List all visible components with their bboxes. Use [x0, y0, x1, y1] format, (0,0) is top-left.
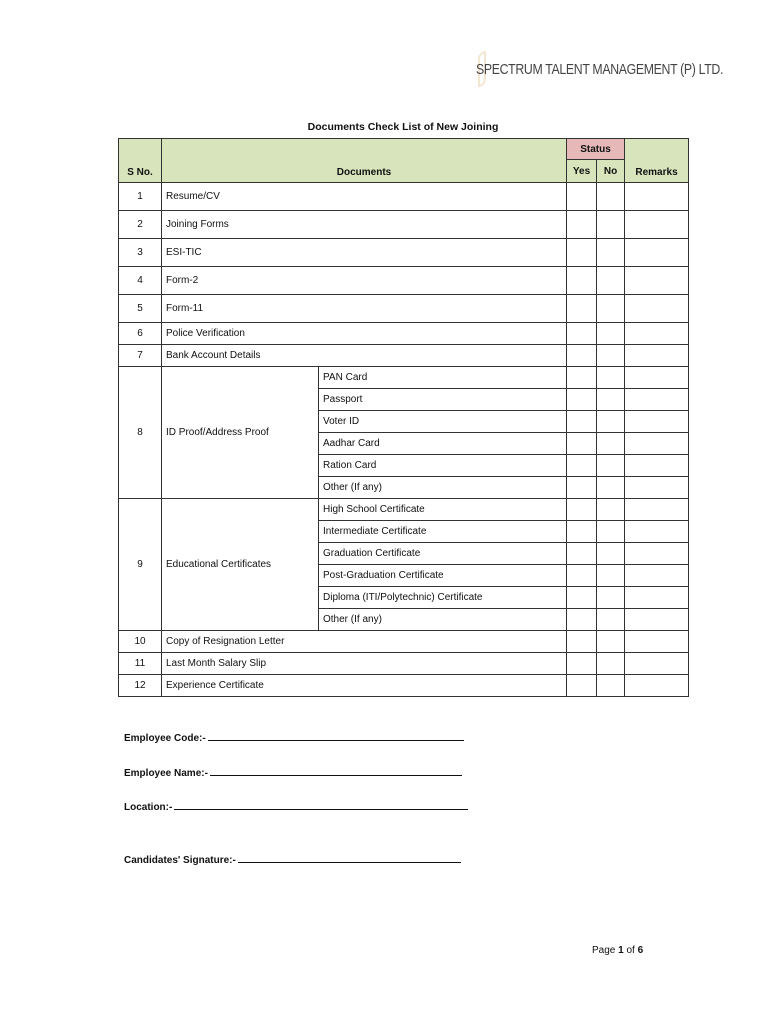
row-document: Form-11 — [162, 295, 567, 323]
subrow-yes-cell[interactable] — [567, 609, 597, 631]
row-no-cell[interactable] — [597, 631, 625, 653]
row-sub-document: High School Certificate — [319, 499, 567, 521]
signature-blank[interactable] — [238, 854, 461, 863]
subrow-no-cell[interactable] — [597, 499, 625, 521]
row-remarks-cell[interactable] — [625, 295, 689, 323]
table-row — [119, 367, 689, 389]
row-sno: 5 — [119, 295, 162, 323]
header-documents: Documents — [162, 139, 567, 183]
row-sub-document: Diploma (ITI/Polytechnic) Certificate — [319, 587, 567, 609]
row-no-cell[interactable] — [597, 267, 625, 295]
subrow-no-cell[interactable] — [597, 565, 625, 587]
row-yes-cell[interactable] — [567, 653, 597, 675]
table-row — [119, 323, 689, 345]
row-remarks-cell[interactable] — [625, 239, 689, 267]
logo-text: SPECTRUM TALENT MANAGEMENT (P) LTD. — [476, 60, 724, 78]
row-document: Experience Certificate — [162, 675, 567, 697]
subrow-remarks-cell[interactable] — [625, 565, 689, 587]
row-yes-cell[interactable] — [567, 211, 597, 239]
row-document: Police Verification — [162, 323, 567, 345]
row-sub-document: Post-Graduation Certificate — [319, 565, 567, 587]
row-yes-cell[interactable] — [567, 239, 597, 267]
subrow-yes-cell[interactable] — [567, 433, 597, 455]
row-yes-cell[interactable] — [567, 675, 597, 697]
table-row — [119, 183, 689, 211]
subrow-remarks-cell[interactable] — [625, 411, 689, 433]
page-total: 6 — [637, 945, 644, 956]
row-yes-cell[interactable] — [567, 295, 597, 323]
row-sno: 8 — [119, 367, 162, 499]
subrow-no-cell[interactable] — [597, 433, 625, 455]
row-no-cell[interactable] — [597, 295, 625, 323]
employee-code-label: Employee Code:- — [124, 733, 206, 744]
row-sub-document: Aadhar Card — [319, 433, 567, 455]
table-row — [119, 211, 689, 239]
header-yes: Yes — [567, 160, 597, 183]
table-row — [119, 295, 689, 323]
subrow-remarks-cell[interactable] — [625, 389, 689, 411]
subrow-no-cell[interactable] — [597, 521, 625, 543]
document-title: Documents Check List of New Joining — [307, 121, 499, 133]
row-no-cell[interactable] — [597, 675, 625, 697]
page-of: of — [626, 945, 635, 956]
subrow-remarks-cell[interactable] — [625, 587, 689, 609]
row-remarks-cell[interactable] — [625, 323, 689, 345]
signature-field — [124, 854, 461, 866]
subrow-yes-cell[interactable] — [567, 499, 597, 521]
row-remarks-cell[interactable] — [625, 211, 689, 239]
subrow-remarks-cell[interactable] — [625, 367, 689, 389]
subrow-remarks-cell[interactable] — [625, 543, 689, 565]
row-no-cell[interactable] — [597, 653, 625, 675]
row-sno: 4 — [119, 267, 162, 295]
table-row — [119, 631, 689, 653]
row-sno: 10 — [119, 631, 162, 653]
row-document: Bank Account Details — [162, 345, 567, 367]
row-sno: 1 — [119, 183, 162, 211]
employee-name-label: Employee Name:- — [124, 768, 208, 779]
table-row — [119, 267, 689, 295]
row-no-cell[interactable] — [597, 211, 625, 239]
subrow-remarks-cell[interactable] — [625, 433, 689, 455]
row-remarks-cell[interactable] — [625, 675, 689, 697]
row-sno: 2 — [119, 211, 162, 239]
row-document: Joining Forms — [162, 211, 567, 239]
row-remarks-cell[interactable] — [625, 183, 689, 211]
row-sno: 9 — [119, 499, 162, 631]
row-yes-cell[interactable] — [567, 267, 597, 295]
subrow-no-cell[interactable] — [597, 389, 625, 411]
row-yes-cell[interactable] — [567, 345, 597, 367]
row-document: Educational Certificates — [162, 499, 319, 631]
row-sub-document: Other (If any) — [319, 609, 567, 631]
subrow-no-cell[interactable] — [597, 609, 625, 631]
row-remarks-cell[interactable] — [625, 267, 689, 295]
subrow-no-cell[interactable] — [597, 477, 625, 499]
table-row — [119, 653, 689, 675]
employee-name-blank[interactable] — [210, 767, 462, 776]
table-row — [119, 675, 689, 697]
subrow-yes-cell[interactable] — [567, 411, 597, 433]
row-sub-document: Graduation Certificate — [319, 543, 567, 565]
subrow-remarks-cell[interactable] — [625, 477, 689, 499]
row-no-cell[interactable] — [597, 345, 625, 367]
page-prefix: Page — [592, 945, 616, 956]
employee-code-blank[interactable] — [208, 732, 464, 741]
subrow-yes-cell[interactable] — [567, 455, 597, 477]
row-sub-document: Ration Card — [319, 455, 567, 477]
table-row — [119, 239, 689, 267]
company-logo — [472, 46, 724, 92]
subrow-yes-cell[interactable] — [567, 521, 597, 543]
row-sno: 7 — [119, 345, 162, 367]
subrow-no-cell[interactable] — [597, 411, 625, 433]
subrow-remarks-cell[interactable] — [625, 521, 689, 543]
row-sub-document: Passport — [319, 389, 567, 411]
row-yes-cell[interactable] — [567, 183, 597, 211]
header-status: Status — [567, 139, 625, 160]
row-document: Copy of Resignation Letter — [162, 631, 567, 653]
subrow-remarks-cell[interactable] — [625, 609, 689, 631]
row-yes-cell[interactable] — [567, 631, 597, 653]
subrow-yes-cell[interactable] — [567, 543, 597, 565]
row-sub-document: Intermediate Certificate — [319, 521, 567, 543]
subrow-yes-cell[interactable] — [567, 587, 597, 609]
documents-checklist-table — [118, 138, 689, 697]
header-remarks: Remarks — [625, 139, 689, 183]
subrow-no-cell[interactable] — [597, 587, 625, 609]
subrow-yes-cell[interactable] — [567, 389, 597, 411]
location-blank[interactable] — [174, 801, 468, 810]
subrow-remarks-cell[interactable] — [625, 455, 689, 477]
row-document: Resume/CV — [162, 183, 567, 211]
location-field — [124, 801, 468, 813]
row-sub-document: Voter ID — [319, 411, 567, 433]
row-no-cell[interactable] — [597, 183, 625, 211]
subrow-yes-cell[interactable] — [567, 367, 597, 389]
row-no-cell[interactable] — [597, 323, 625, 345]
table-row — [119, 345, 689, 367]
page-current: 1 — [618, 945, 624, 956]
page-number — [592, 945, 643, 956]
row-sno: 11 — [119, 653, 162, 675]
row-sno: 12 — [119, 675, 162, 697]
row-document: ESI-TIC — [162, 239, 567, 267]
row-document: ID Proof/Address Proof — [162, 367, 319, 499]
employee-code-field — [124, 732, 464, 744]
subrow-no-cell[interactable] — [597, 455, 625, 477]
row-sub-document: PAN Card — [319, 367, 567, 389]
row-sno: 6 — [119, 323, 162, 345]
row-remarks-cell[interactable] — [625, 345, 689, 367]
employee-name-field — [124, 767, 462, 779]
subrow-no-cell[interactable] — [597, 367, 625, 389]
subrow-yes-cell[interactable] — [567, 477, 597, 499]
row-no-cell[interactable] — [597, 239, 625, 267]
subrow-remarks-cell[interactable] — [625, 499, 689, 521]
row-sno: 3 — [119, 239, 162, 267]
header-no: No — [597, 160, 625, 183]
row-remarks-cell[interactable] — [625, 653, 689, 675]
signature-label: Candidates' Signature:- — [124, 855, 236, 866]
table-row — [119, 499, 689, 521]
row-document: Last Month Salary Slip — [162, 653, 567, 675]
row-sub-document: Other (If any) — [319, 477, 567, 499]
row-yes-cell[interactable] — [567, 323, 597, 345]
header-sno: S No. — [119, 139, 162, 183]
location-label: Location:- — [124, 802, 173, 813]
row-remarks-cell[interactable] — [625, 631, 689, 653]
row-document: Form-2 — [162, 267, 567, 295]
subrow-no-cell[interactable] — [597, 543, 625, 565]
subrow-yes-cell[interactable] — [567, 565, 597, 587]
